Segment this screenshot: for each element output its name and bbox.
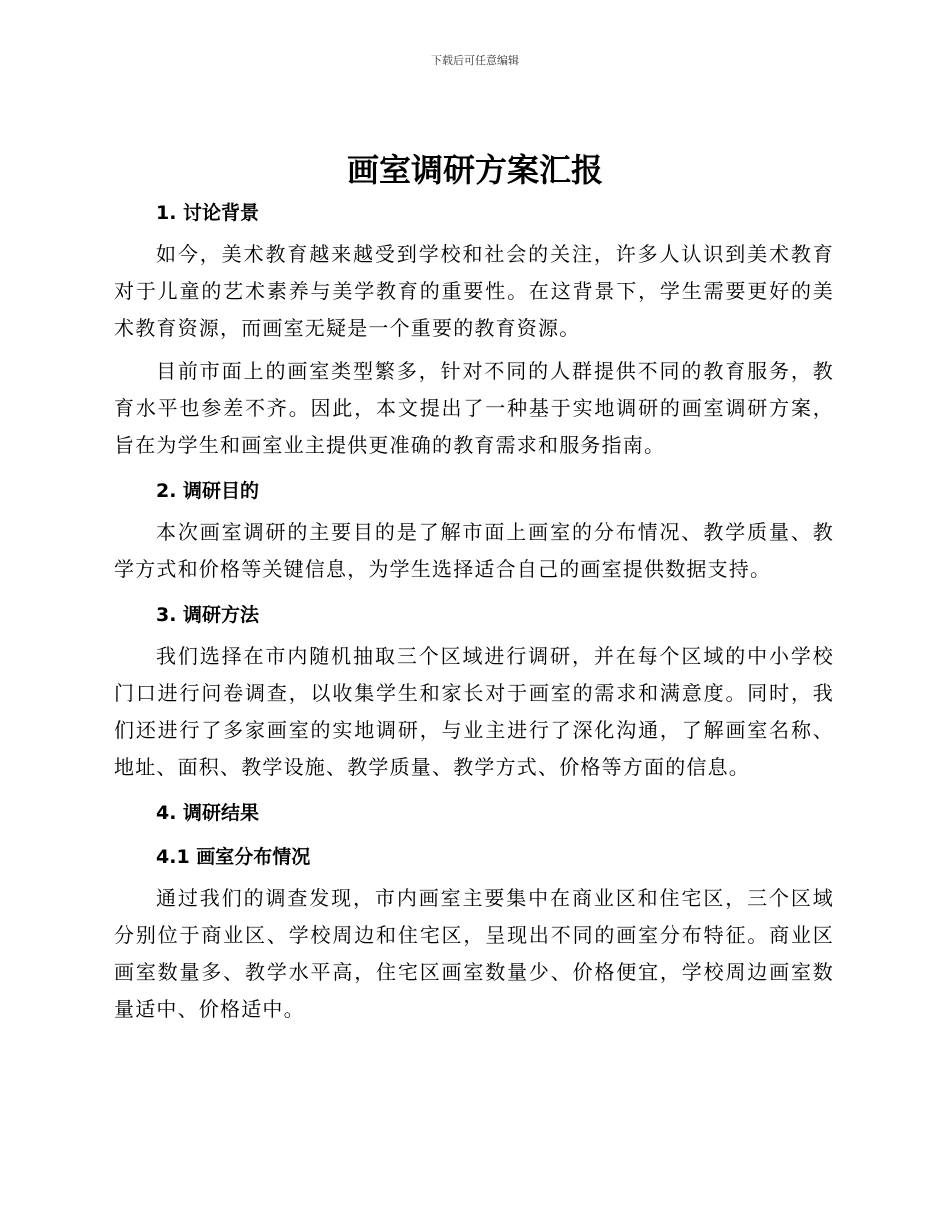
section-heading: 1. 讨论背景	[156, 202, 260, 224]
section-heading: 2. 调研目的	[156, 480, 260, 502]
section-results	[114, 796, 834, 830]
paragraph: 通过我们的调查发现，市内画室主要集中在商业区和住宅区，三个区域分别位于商业区、学校周边和住宅区，呈现出不同的画室分布特征。商业区画室数量多、教学水平高，住宅区画室数量少、价格便宜，学校周边画室数量适中、价格适中。	[114, 886, 834, 1021]
section-heading: 4.1 画室分布情况	[156, 846, 311, 868]
document-body	[114, 196, 834, 1028]
document-title: 画室调研方案汇报	[346, 151, 603, 189]
paragraph: 我们选择在市内随机抽取三个区域进行调研，并在每个区域的中小学校门口进行问卷调查，以收集学生和家长对于画室的需求和满意度。同时，我们还进行了多家画室的实地调研，与业主进行了深化沟通，了解画室名称、地址、面积、教学设施、教学质量、教学方式、价格等方面的信息。	[114, 644, 834, 779]
section-method	[114, 598, 834, 786]
section-purpose	[114, 474, 834, 588]
section-distribution	[114, 840, 834, 1028]
paragraph: 本次画室调研的主要目的是了解市面上画室的分布情况、教学质量、教学方式和价格等关键信息，为学生选择适合自己的画室提供数据支持。	[114, 520, 834, 581]
section-heading: 3. 调研方法	[156, 604, 260, 626]
paragraph: 如今，美术教育越来越受到学校和社会的关注，许多人认识到美术教育对于儿童的艺术素养与美学教育的重要性。在这背景下，学生需要更好的美术教育资源，而画室无疑是一个重要的教育资源。	[114, 242, 834, 340]
section-heading: 4. 调研结果	[156, 802, 260, 824]
paragraph: 目前市面上的画室类型繁多，针对不同的人群提供不同的教育服务，教育水平也参差不齐。因此，本文提出了一种基于实地调研的画室调研方案，旨在为学生和画室业主提供更准确的教育需求和服务指南。	[114, 359, 834, 457]
page-header-note: 下载后可任意编辑	[431, 54, 519, 67]
section-background	[114, 196, 834, 464]
